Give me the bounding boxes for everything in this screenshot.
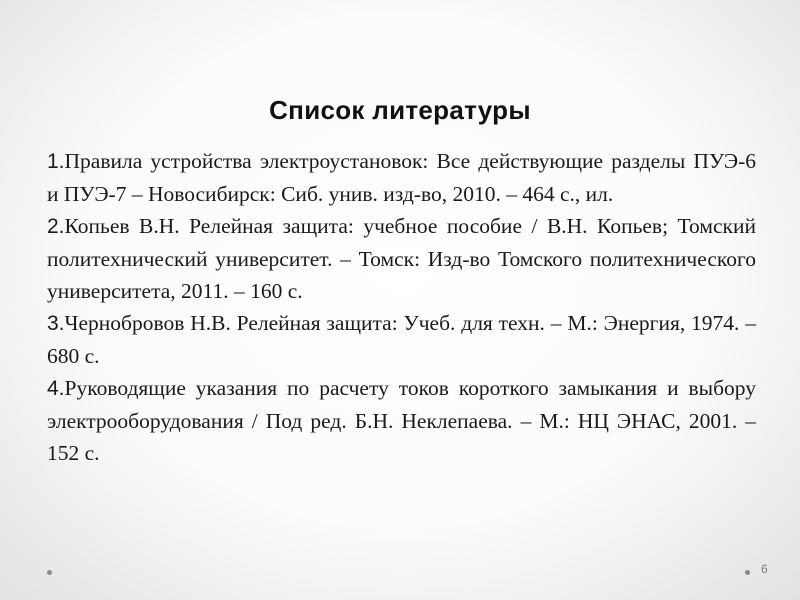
footer-right-dot-icon [745, 570, 750, 575]
reference-number: 3. [47, 312, 65, 335]
page-number: 6 [761, 562, 768, 576]
reference-number: 4. [47, 377, 65, 400]
reference-text: Правила устройства электроустановок: Все действующие разделы ПУЭ-6 и ПУЭ-7 – Новосибирск: Сиб. унив. изд-во, 2010. – 464 с., ил. [47, 149, 756, 206]
reference-text: Копьев В.Н. Релейная защита: учебное пособие / В.Н. Копьев; Томский политехнический университет. – Томск: Изд-во Томского политехнического университета, 2011. – 160 с. [47, 214, 756, 303]
reference-item [30, 307, 756, 372]
reference-item [30, 372, 756, 469]
reference-text: Руководящие указания по расчету токов короткого замыкания и выбору электрооборудования / Под ред. Б.Н. Неклепаева. – М.: НЦ ЭНАС, 2001. – 152 с. [47, 376, 756, 465]
footer-left-dot-icon [47, 570, 52, 575]
reference-list [30, 145, 756, 469]
reference-item [30, 145, 756, 210]
slide-title: Список литературы [269, 95, 531, 125]
reference-number: 2. [47, 215, 65, 238]
reference-text: Чернобровов Н.В. Релейная защита: Учеб. для техн. – М.: Энергия, 1974. – 680 с. [47, 311, 756, 368]
reference-number: 1. [47, 150, 65, 173]
reference-item [30, 210, 756, 307]
